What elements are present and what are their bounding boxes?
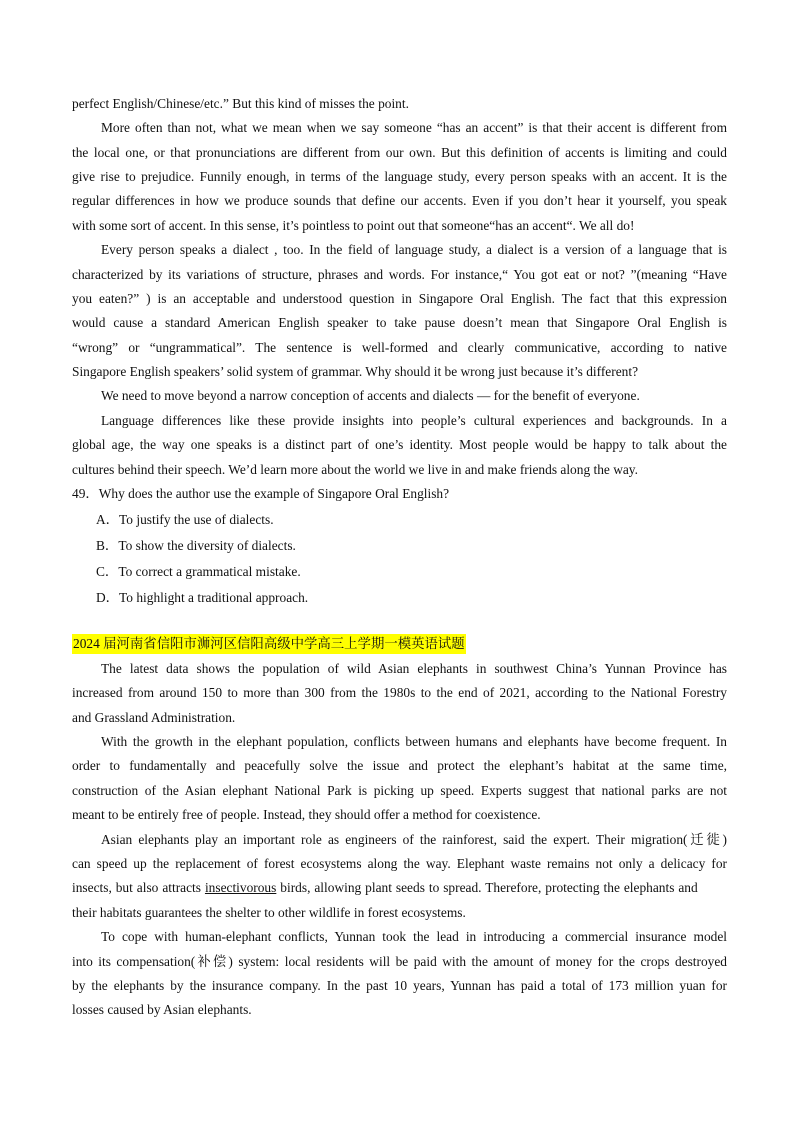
passage-line: can speed up the replacement of forest ecosystems along the way. Elephant waste remains not only a delicacy for xyxy=(72,856,727,871)
passage-line: Language differences like these provide insights into people’s cultural experiences and backgrounds. In a xyxy=(101,413,727,428)
passage-line: With the growth in the elephant population, conflicts between humans and elephants have become frequent. In xyxy=(101,734,727,749)
highlighted-heading: 2024 届河南省信阳市浉河区信阳高级中学高三上学期一模英语试题 xyxy=(72,634,466,654)
passage-line: construction of the Asian elephant National Park is picking up speed. Experts suggest that national parks are not xyxy=(72,783,727,798)
underlined-word: insectivorous xyxy=(204,880,277,895)
passage-line: order to fundamentally and peacefully solve the issue and protect the elephant’s habitat at the same time, xyxy=(72,758,727,773)
option-a: A．To justify the use of dialects. xyxy=(96,512,274,527)
passage-line: increased from around 150 to more than 300 from the 1980s to the end of 2021, according to the National Forestry xyxy=(72,685,727,700)
passage-line: losses caused by Asian elephants. xyxy=(72,1002,252,1017)
passage-line: by the elephants by the insurance company. In the past 10 years, Yunnan has paid a total of 173 million yuan for xyxy=(72,978,727,993)
passage-line: with some sort of accent. In this sense, it’s pointless to point out that someone“has an accent“. We all do! xyxy=(72,218,635,233)
section-heading xyxy=(72,632,727,656)
passage-line: and Grassland Administration. xyxy=(72,710,236,725)
question-stem: 49．Why does the author use the example of Singapore Oral English? xyxy=(72,486,450,501)
text-segment: insects, but also attracts xyxy=(72,880,205,895)
passage-line: global age, the way one speaks is a distinct part of one’s identity. Most people would be happy to talk about the xyxy=(72,437,727,452)
passage-line: To cope with human-elephant conflicts, Yunnan took the lead in introducing a commercial insurance model xyxy=(101,929,727,944)
passage-line: their habitats guarantees the shelter to other wildlife in forest ecosystems. xyxy=(72,905,466,920)
passage-line: into its compensation(补偿) system: local residents will be paid with the amount of money for the crops destroyed xyxy=(72,954,727,969)
passage-line: give rise to prejudice. Funnily enough, in terms of the language study, every person speaks with an accent. It is the xyxy=(72,169,727,184)
passage-line: would cause a standard American English speaker to take pause doesn’t mean that Singapore Oral English is xyxy=(72,315,727,330)
passage-line: Every person speaks a dialect , too. In the field of language study, a dialect is a version of a language that is xyxy=(101,242,727,257)
passage-line: “wrong” or “ungrammatical”. The sentence is well-formed and clearly communicative, according to native xyxy=(72,340,727,355)
passage-line xyxy=(72,876,727,900)
option-c: C．To correct a grammatical mistake. xyxy=(96,564,301,579)
passage-line: Asian elephants play an important role as engineers of the rainforest, said the expert. Their migration(迁徙) xyxy=(101,832,727,847)
passage-line: The latest data shows the population of wild Asian elephants in southwest China’s Yunnan Province has xyxy=(101,661,727,676)
passage-line: More often than not, what we mean when we say someone “has an accent” is that their accent is different from xyxy=(101,120,727,135)
passage-line: Singapore English speakers’ solid system of grammar. Why should it be wrong just because it’s different? xyxy=(72,364,639,379)
passage-line: regular differences in how we produce sounds that define our accents. Even if you don’t hear it yourself, you speak xyxy=(72,193,727,208)
passage-line: characterized by its variations of structure, phrases and words. For instance,“ You got eat or not? ”(meaning “Have xyxy=(72,267,727,282)
passage-line: the local one, or that pronunciations are different from our own. But this definition of accents is limiting and could xyxy=(72,145,727,160)
passage-line: meant to be entirely free of people. Instead, they should offer a method for coexistence. xyxy=(72,807,541,822)
passage-line: We need to move beyond a narrow conception of accents and dialects — for the benefit of everyone. xyxy=(101,388,640,403)
text-segment: birds, allowing plant seeds to spread. Therefore, protecting the elephants and xyxy=(276,880,698,895)
passage-line: you eaten?” ) is an acceptable and understood question in Singapore Oral English. The fact that this expression xyxy=(72,291,727,306)
option-d: D．To highlight a traditional approach. xyxy=(96,590,309,605)
passage-line: perfect English/Chinese/etc.” But this kind of misses the point. xyxy=(72,96,409,111)
passage-line: cultures behind their speech. We’d learn more about the world we live in and make friends along the way. xyxy=(72,462,638,477)
option-b: B．To show the diversity of dialects. xyxy=(96,538,296,553)
